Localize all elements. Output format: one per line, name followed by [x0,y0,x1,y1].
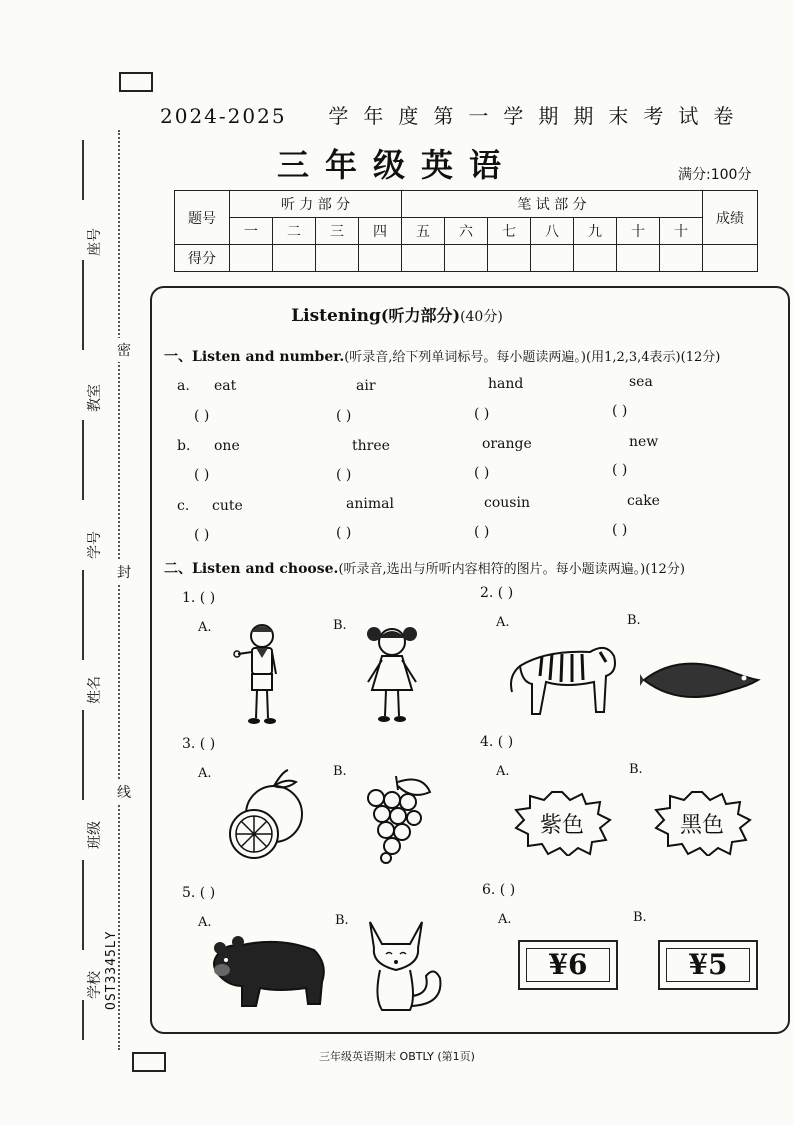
section-title-cn: (听力部分) [380,306,461,325]
item-5-option-a: A. [198,915,212,930]
col-9: 九 [574,218,617,245]
school-label: 学校 [87,971,103,999]
seal-char-2: 封 [117,560,131,584]
row-label-c: c. [177,498,190,514]
class-line [82,860,84,950]
q2-header [164,558,685,578]
item-3-option-b: B. [333,764,347,779]
score-table [174,190,758,272]
score-cell[interactable] [488,245,531,272]
score-cell[interactable] [660,245,703,272]
answer-blank[interactable]: ( ) [474,524,490,540]
col-7: 七 [488,218,531,245]
full-score: 满分:100分 [678,167,752,183]
col-8: 八 [531,218,574,245]
school-year: 2024-2025 [160,104,287,128]
word-three: three [352,438,390,454]
q1-instruction: (听录音,给下列单词标号。每小题读两遍。)(用1,2,3,4表示)(12分) [344,350,721,365]
name-line [82,710,84,800]
row-label-b: b. [177,438,191,454]
item-1-number[interactable]: 1. ( ) [182,590,216,606]
item-2-option-a: A. [496,615,510,630]
score-cell[interactable] [445,245,488,272]
item-2-number[interactable]: 2. ( ) [480,585,514,601]
exam-title-line [160,100,748,129]
item-3-option-a: A. [198,766,212,781]
fish-icon [640,650,764,708]
orange-icon [226,768,308,862]
row-label-a: a. [177,378,190,394]
page-footer: 三年级英语期末 OBTLY (第1页) [319,1050,475,1063]
section-points: (40分) [460,309,503,325]
seal-char-3: 线 [117,780,131,804]
q1-header [164,346,720,366]
score-row-label: 得分 [175,245,230,272]
word-hand: hand [488,376,524,392]
score-cell[interactable] [273,245,316,272]
item-5-number[interactable]: 5. ( ) [182,885,216,901]
word-orange: orange [482,436,532,452]
item-2-option-b: B. [627,613,641,628]
fox-icon [360,918,446,1014]
paper-code: OST3345LY [104,930,119,1010]
q1-title: Listen and number. [192,349,345,365]
answer-blank[interactable]: ( ) [194,408,210,424]
item-3-number[interactable]: 3. ( ) [182,736,216,752]
score-cell[interactable] [230,245,273,272]
col-11: 十 [660,218,703,245]
item-1-option-a: A. [198,620,212,635]
class-label: 班级 [87,821,103,849]
score-cell[interactable] [402,245,445,272]
col-2: 二 [273,218,316,245]
score-cell[interactable] [316,245,359,272]
q2-title: Listen and choose. [192,561,339,577]
answer-blank[interactable]: ( ) [612,403,628,419]
purple-label: 紫色 [539,813,584,838]
price-tag-b [658,940,758,990]
col-6: 六 [445,218,488,245]
answer-blank[interactable]: ( ) [194,467,210,483]
item-6-option-b: B. [633,910,647,925]
score-cell[interactable] [359,245,402,272]
word-cute: cute [212,498,243,514]
col-10: 十 [617,218,660,245]
price-tag-a [518,940,618,990]
price-a: ¥6 [526,948,610,982]
word-air: air [356,378,376,394]
section-title-en: Listening [291,306,381,326]
corner-box-top [119,72,153,92]
item-4-number[interactable]: 4. ( ) [480,734,514,750]
word-animal: animal [346,496,394,512]
answer-blank[interactable]: ( ) [474,465,490,481]
seat-label: 座号 [87,228,103,256]
item-5-option-b: B. [335,913,349,928]
subject-title: 三年级英语 [276,146,517,184]
binding-dotted-line [118,130,120,1050]
col-5: 五 [402,218,445,245]
tiger-icon [506,632,620,720]
word-cake: cake [627,493,660,509]
col-4: 四 [359,218,402,245]
answer-blank[interactable]: ( ) [194,527,210,543]
item-6-option-a: A. [498,912,512,927]
seal-char-1: 密 [117,338,131,362]
exam-title: 学年度第一学期期末考试卷 [328,104,749,128]
word-eat: eat [214,378,237,394]
purple-badge [512,790,612,856]
answer-blank[interactable]: ( ) [336,525,352,541]
col-1: 一 [230,218,273,245]
total-header: 成绩 [703,191,758,245]
boy-icon [232,618,286,728]
item-4-option-b: B. [629,762,643,777]
name-label: 姓名 [87,676,103,704]
q2-instruction: (听录音,选出与所听内容相符的图片。每小题读两遍。)(12分) [338,562,685,577]
word-new: new [629,434,659,450]
black-label: 黑色 [679,813,724,838]
word-cousin: cousin [484,495,530,511]
grapes-icon [362,772,434,864]
question-number-header: 题号 [175,191,230,245]
word-one: one [214,438,240,454]
score-cell[interactable] [531,245,574,272]
item-4-option-a: A. [496,764,510,779]
student-id-line [82,570,84,660]
answer-blank[interactable]: ( ) [612,462,628,478]
answer-blank[interactable]: ( ) [336,467,352,483]
girl-icon [360,620,424,726]
total-score-cell[interactable] [703,245,758,272]
student-id-label: 学号 [87,531,103,559]
section-title [0,303,794,326]
bear-icon [208,930,330,1010]
listening-group-header: 听 力 部 分 [230,191,402,218]
school-line [82,1000,84,1040]
answer-blank[interactable]: ( ) [336,408,352,424]
black-badge [652,790,752,856]
item-1-option-b: B. [333,618,347,633]
classroom-label: 教室 [87,384,103,412]
price-b: ¥5 [666,948,750,982]
col-3: 三 [316,218,359,245]
classroom-line [82,420,84,500]
answer-blank[interactable]: ( ) [474,406,490,422]
q1-prefix: 一、 [164,349,192,365]
item-6-number[interactable]: 6. ( ) [482,882,516,898]
word-sea: sea [629,374,653,390]
writing-group-header: 笔 试 部 分 [402,191,703,218]
score-cell[interactable] [574,245,617,272]
q2-prefix: 二、 [164,561,192,577]
score-cell[interactable] [617,245,660,272]
answer-blank[interactable]: ( ) [612,522,628,538]
